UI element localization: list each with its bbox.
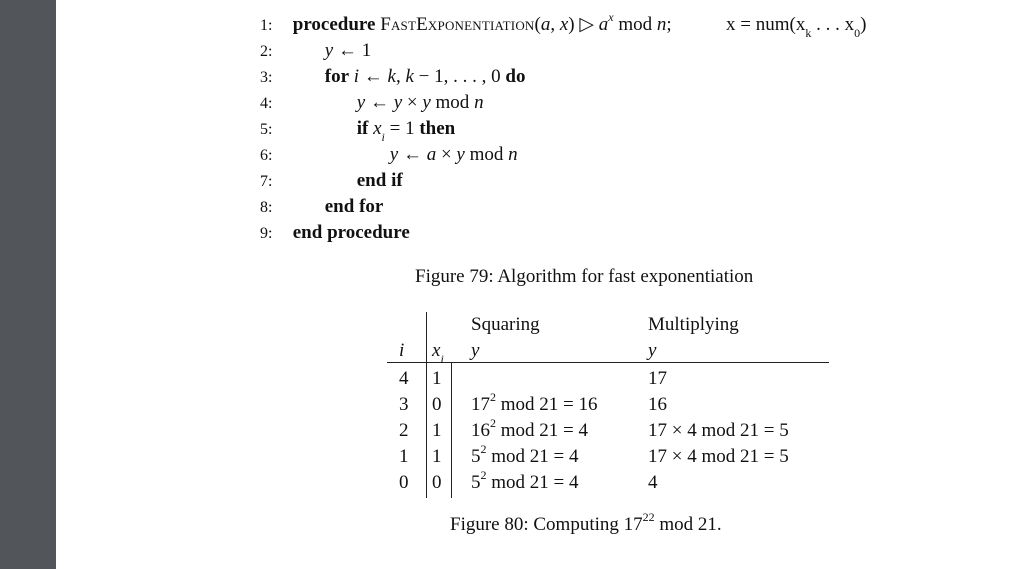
table-cell-multiplying: 4 [648, 472, 658, 493]
algo-line-text: procedure FastExponentiation(a, x) ▷ $a^x$ mod n; [292, 9, 672, 35]
table-cell-multiplying: 17 × 4 mod 21 = 5 [648, 446, 789, 467]
algo-line-4 [260, 92, 484, 115]
header-xi: $x_i$ [432, 340, 444, 366]
algo-line-text: y ← a × y mod n [389, 144, 518, 165]
document-page [56, 0, 1012, 569]
computation-table [387, 312, 829, 498]
table-cell-xi: 0 [432, 394, 442, 415]
line-number: 1: [260, 17, 273, 34]
algo-line-7 [260, 170, 403, 193]
table-cell-multiplying: 17 [648, 368, 667, 389]
line-number: 9: [260, 225, 273, 242]
line-number: 8: [260, 199, 273, 216]
table-cell-multiplying: 16 [648, 394, 667, 415]
algo-line-text: end for [324, 196, 384, 217]
table-cell-squaring: $5^2$ mod 21 = 4 [471, 467, 579, 493]
algo-line-text: y ← y × y mod n [356, 92, 484, 113]
table-cell-squaring: $17^2$ mod 21 = 16 [471, 389, 598, 415]
algo-line-text: if $x_i = 1$ then [356, 118, 456, 144]
algo-line-2 [260, 40, 371, 63]
line-number: 6: [260, 147, 273, 164]
line-number: 4: [260, 95, 273, 112]
algo-line-8 [260, 196, 383, 219]
algo-line-5 [260, 118, 456, 144]
header-multiplying: Multiplying [648, 314, 739, 335]
algo-line-9 [260, 222, 410, 245]
table-cell-xi: 0 [432, 472, 442, 493]
header-y-multiplying: y [648, 340, 657, 361]
algo-line-text: end if [356, 170, 403, 191]
figure-80-caption: Figure 80: Computing $17^{22}$ mod 21. [450, 509, 722, 535]
algo-line-text: end procedure [292, 222, 410, 243]
table-cell-multiplying: 17 × 4 mod 21 = 5 [648, 420, 789, 441]
line-number: 3: [260, 69, 273, 86]
algo-line-1 [260, 9, 672, 37]
table-vertical-rule-2 [451, 362, 452, 498]
algo-line-text: for i ← k, k − 1, . . . , 0 do [324, 66, 526, 87]
table-vertical-rule [426, 312, 427, 498]
header-y-squaring: y [471, 340, 480, 361]
algo-line-text: y ← 1 [324, 40, 372, 61]
header-i: i [399, 340, 405, 361]
table-cell-i: 0 [399, 472, 409, 493]
table-horizontal-rule [387, 362, 829, 363]
left-sidebar-margin [0, 0, 56, 569]
table-cell-i: 1 [399, 446, 409, 467]
table-cell-i: 3 [399, 394, 409, 415]
line-number: 7: [260, 173, 273, 190]
line-number: 5: [260, 121, 273, 138]
table-cell-xi: 1 [432, 368, 442, 389]
algorithm-comment: $x = num(x_k$ . . . $x_0$) [726, 14, 867, 40]
header-squaring: Squaring [471, 314, 540, 335]
table-cell-i: 4 [399, 368, 409, 389]
table-cell-squaring: $16^2$ mod 21 = 4 [471, 415, 588, 441]
table-cell-xi: 1 [432, 446, 442, 467]
algo-line-6 [260, 144, 518, 167]
table-cell-i: 2 [399, 420, 409, 441]
table-cell-xi: 1 [432, 420, 442, 441]
figure-79-caption: Figure 79: Algorithm for fast exponentiation [415, 266, 754, 287]
line-number: 2: [260, 43, 273, 60]
algo-line-3 [260, 66, 525, 89]
table-cell-squaring: $5^2$ mod 21 = 4 [471, 441, 579, 467]
